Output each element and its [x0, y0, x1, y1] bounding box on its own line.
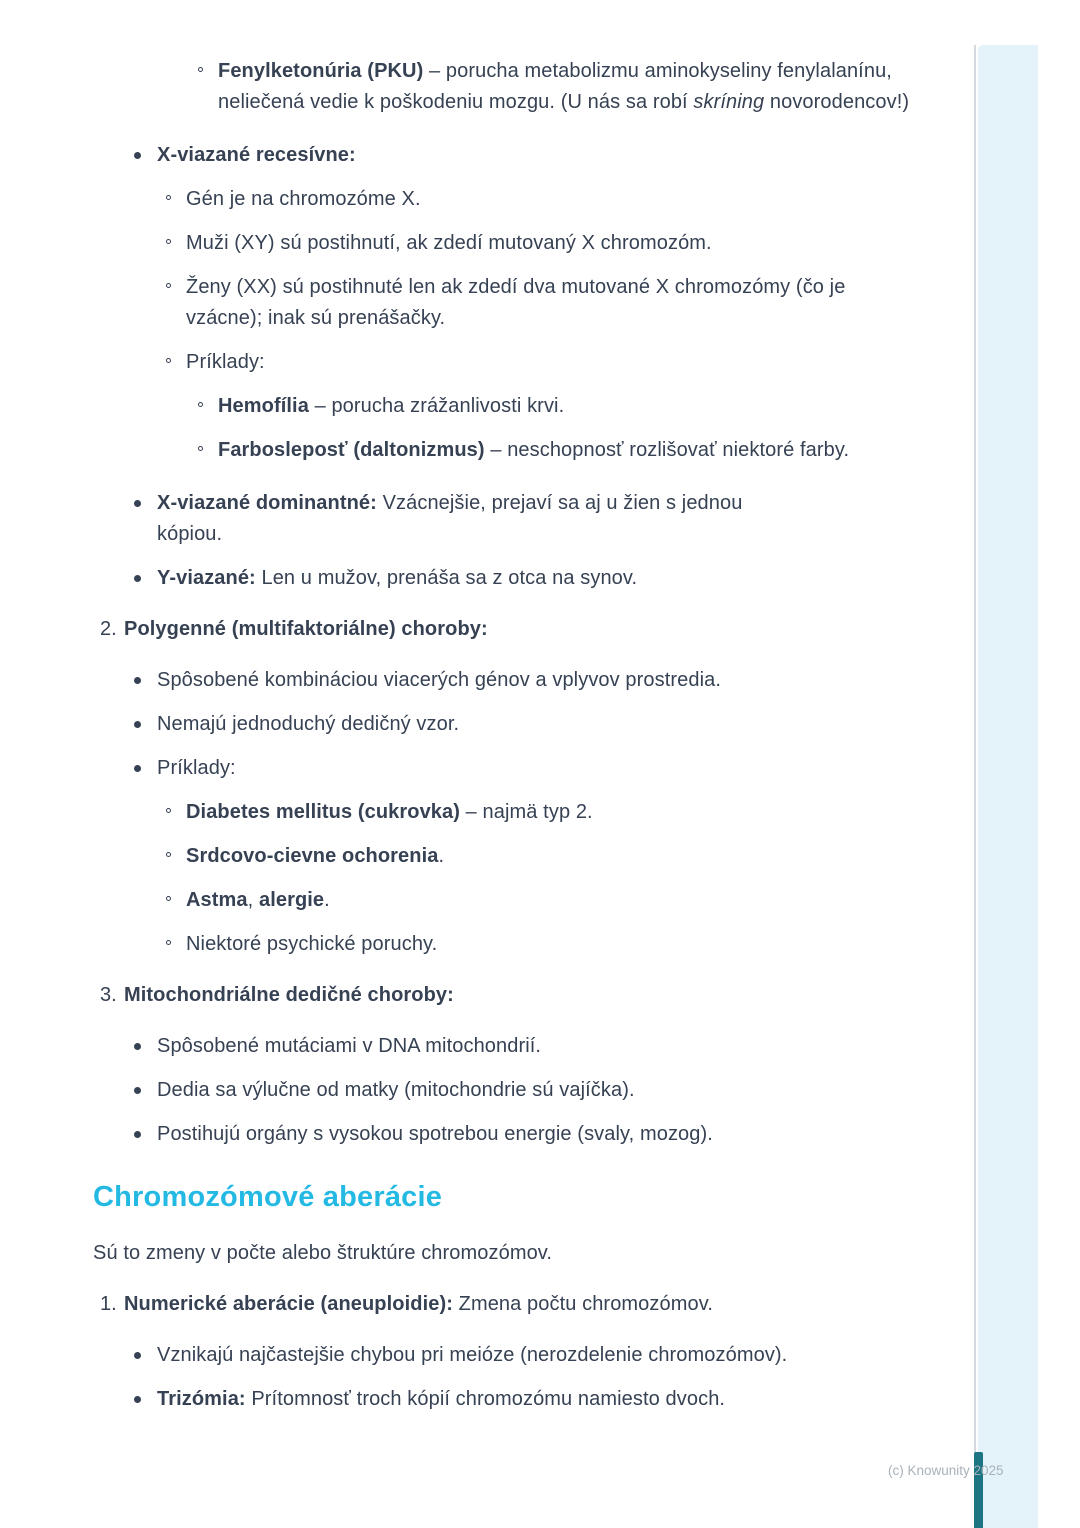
circle-bullet-icon: [166, 896, 171, 901]
text-run: Postihujú orgány s vysokou spotrebou energie (svaly, mozog).: [157, 1123, 713, 1145]
bullet-icon: [134, 1131, 141, 1138]
list-item: [93, 184, 917, 215]
bullet-icon: [134, 1396, 141, 1403]
section-title: [124, 614, 488, 645]
list-item-text: [157, 488, 769, 550]
text-run: Muži (XY) sú postihnutí, ak zdedí mutovaný X chromozóm.: [186, 232, 712, 254]
list-item-pku: [93, 56, 917, 118]
list-item-y-linked: [93, 563, 917, 594]
bullet-icon: [134, 1043, 141, 1050]
list-item: [93, 665, 917, 696]
term-bold: Astma: [186, 889, 248, 911]
list-item-text: [157, 1075, 635, 1106]
text-run: Vzácnejšie, prejaví sa aj u žien s jednou kópiou.: [157, 492, 743, 545]
list-item-text: [186, 797, 593, 828]
list-item-text: [218, 56, 917, 118]
text-run: Príklady:: [157, 757, 236, 779]
watermark: (c) Knowunity 2025: [888, 1463, 1004, 1478]
list-item-text: [157, 1340, 787, 1371]
text-run: Dedia sa výlučne od matky (mitochondrie sú vajíčka).: [157, 1079, 635, 1101]
list-item-trisomy: [93, 1384, 917, 1415]
circle-bullet-icon: [166, 239, 171, 244]
circle-bullet-icon: [166, 283, 171, 288]
section-title: [124, 980, 454, 1011]
bullet-icon: [134, 1352, 141, 1359]
list-item-text: [157, 1119, 713, 1150]
circle-bullet-icon: [166, 358, 171, 363]
page-edge-line: [974, 45, 976, 1528]
list-item-text: [157, 709, 459, 740]
list-number: 1.: [100, 1293, 117, 1315]
list-item-text: [186, 272, 917, 334]
adjacent-page-strip: [978, 45, 1038, 1528]
list-item-text: [186, 841, 444, 872]
term-bold: Farbosleposť (daltonizmus): [218, 439, 485, 461]
circle-bullet-icon: [198, 402, 203, 407]
text-run: – porucha metabolizmu aminokyseliny fenylalanínu, neliečená vedie k poškodeniu mozgu. (U nás sa robí: [218, 60, 892, 113]
text-run: Nemajú jednoduchý dedičný vzor.: [157, 713, 460, 735]
list-item-text: [186, 347, 265, 378]
text-run: ,: [247, 889, 259, 911]
term-bold: Numerické aberácie (aneuploidie):: [124, 1293, 453, 1315]
term-bold: alergie: [258, 889, 325, 911]
list-item: [93, 1075, 917, 1106]
list-item-asthma-allergies: [93, 885, 917, 916]
document-page: [93, 56, 917, 1428]
list-item-text: [186, 885, 330, 916]
term-bold: Fenylketonúria (PKU): [218, 60, 424, 82]
circle-bullet-icon: [166, 808, 171, 813]
text-run: .: [324, 889, 330, 911]
list-item-x-dominant: [93, 488, 917, 550]
text-run: Len u mužov, prenáša sa z otca na synov.: [255, 567, 638, 589]
list-item-x-recessive-title: [93, 140, 917, 171]
section-title: [124, 1289, 713, 1320]
list-item-hemophilia: [93, 391, 917, 422]
list-item-text: [186, 228, 712, 259]
list-item-text: [157, 1031, 541, 1062]
list-item-diabetes: [93, 797, 917, 828]
bullet-icon: [134, 721, 141, 728]
list-item: [93, 272, 917, 334]
text-run: Ženy (XX) sú postihnuté len ak zdedí dva mutované X chromozómy (čo je vzácne); inak sú prenášačky.: [186, 276, 846, 329]
term-bold: Trizómia:: [157, 1388, 246, 1410]
list-item-color-blindness: [93, 435, 917, 466]
text-run: Príklady:: [186, 351, 265, 373]
list-item: [93, 1340, 917, 1371]
circle-bullet-icon: [166, 852, 171, 857]
list-item-examples-label: [93, 347, 917, 378]
list-number: 3.: [100, 984, 117, 1006]
list-item: [93, 1031, 917, 1062]
text-run: – najmä typ 2.: [460, 801, 593, 823]
list-item-cardiovascular: [93, 841, 917, 872]
list-item-text: [157, 753, 236, 784]
list-item-text: [157, 1384, 725, 1415]
list-item: [93, 709, 917, 740]
section-heading-chromosomal-aberrations: Chromozómové aberácie: [93, 1181, 443, 1213]
text-run: .: [438, 845, 445, 867]
term-bold: Srdcovo-cievne ochorenia: [186, 845, 439, 867]
list-item-text: [186, 184, 421, 215]
list-item: [93, 228, 917, 259]
list-item-text: [218, 391, 564, 422]
term-bold: Mitochondriálne dedičné choroby:: [124, 984, 454, 1006]
list-number: 2.: [100, 618, 117, 640]
text-run: Niektoré psychické poruchy.: [186, 933, 438, 955]
text-run: Vznikajú najčastejšie chybou pri meióze (nerozdelenie chromozómov).: [157, 1344, 788, 1366]
text-italic: skríning: [693, 91, 765, 113]
bullet-icon: [134, 500, 141, 507]
term-bold: X-viazané dominantné:: [157, 492, 377, 514]
term-bold: Polygenné (multifaktoriálne) choroby:: [124, 618, 488, 640]
text-run: – porucha zrážanlivosti krvi.: [308, 395, 565, 417]
list-item-text: [157, 665, 721, 696]
text-run: Zmena počtu chromozómov.: [452, 1293, 713, 1315]
bullet-icon: [134, 152, 141, 159]
term-bold: Y-viazané:: [157, 567, 256, 589]
list-item: [93, 1119, 917, 1150]
list-item-text: [157, 563, 637, 594]
text-run: novorodencov!): [764, 91, 910, 113]
section-item-mitochondrial: [93, 980, 917, 1011]
section-item-numeric-aberrations: [93, 1289, 917, 1320]
term-bold: Hemofília: [218, 395, 309, 417]
list-item-examples-label: [93, 753, 917, 784]
list-item-text: [218, 435, 849, 466]
bullet-icon: [134, 575, 141, 582]
term-bold: X-viazané recesívne:: [157, 144, 356, 166]
circle-bullet-icon: [198, 446, 203, 451]
list-item-text: [157, 140, 356, 171]
term-bold: Diabetes mellitus (cukrovka): [186, 801, 461, 823]
circle-bullet-icon: [166, 195, 171, 200]
circle-bullet-icon: [198, 67, 203, 72]
text-run: Gén je na chromozóme X.: [186, 188, 421, 210]
section-intro-paragraph: Sú to zmeny v počte alebo štruktúre chromozómov.: [93, 1242, 553, 1264]
circle-bullet-icon: [166, 940, 171, 945]
list-item-text: [186, 929, 437, 960]
text-run: Prítomnosť troch kópií chromozómu namiesto dvoch.: [245, 1388, 726, 1410]
bullet-icon: [134, 1087, 141, 1094]
text-run: Spôsobené kombináciou viacerých génov a vplyvov prostredia.: [157, 669, 721, 691]
section-item-polygenic: [93, 614, 917, 645]
text-run: Spôsobené mutáciami v DNA mitochondrií.: [157, 1035, 542, 1057]
list-item-psychic-disorders: [93, 929, 917, 960]
text-run: – neschopnosť rozlišovať niektoré farby.: [484, 439, 850, 461]
bullet-icon: [134, 765, 141, 772]
bullet-icon: [134, 677, 141, 684]
